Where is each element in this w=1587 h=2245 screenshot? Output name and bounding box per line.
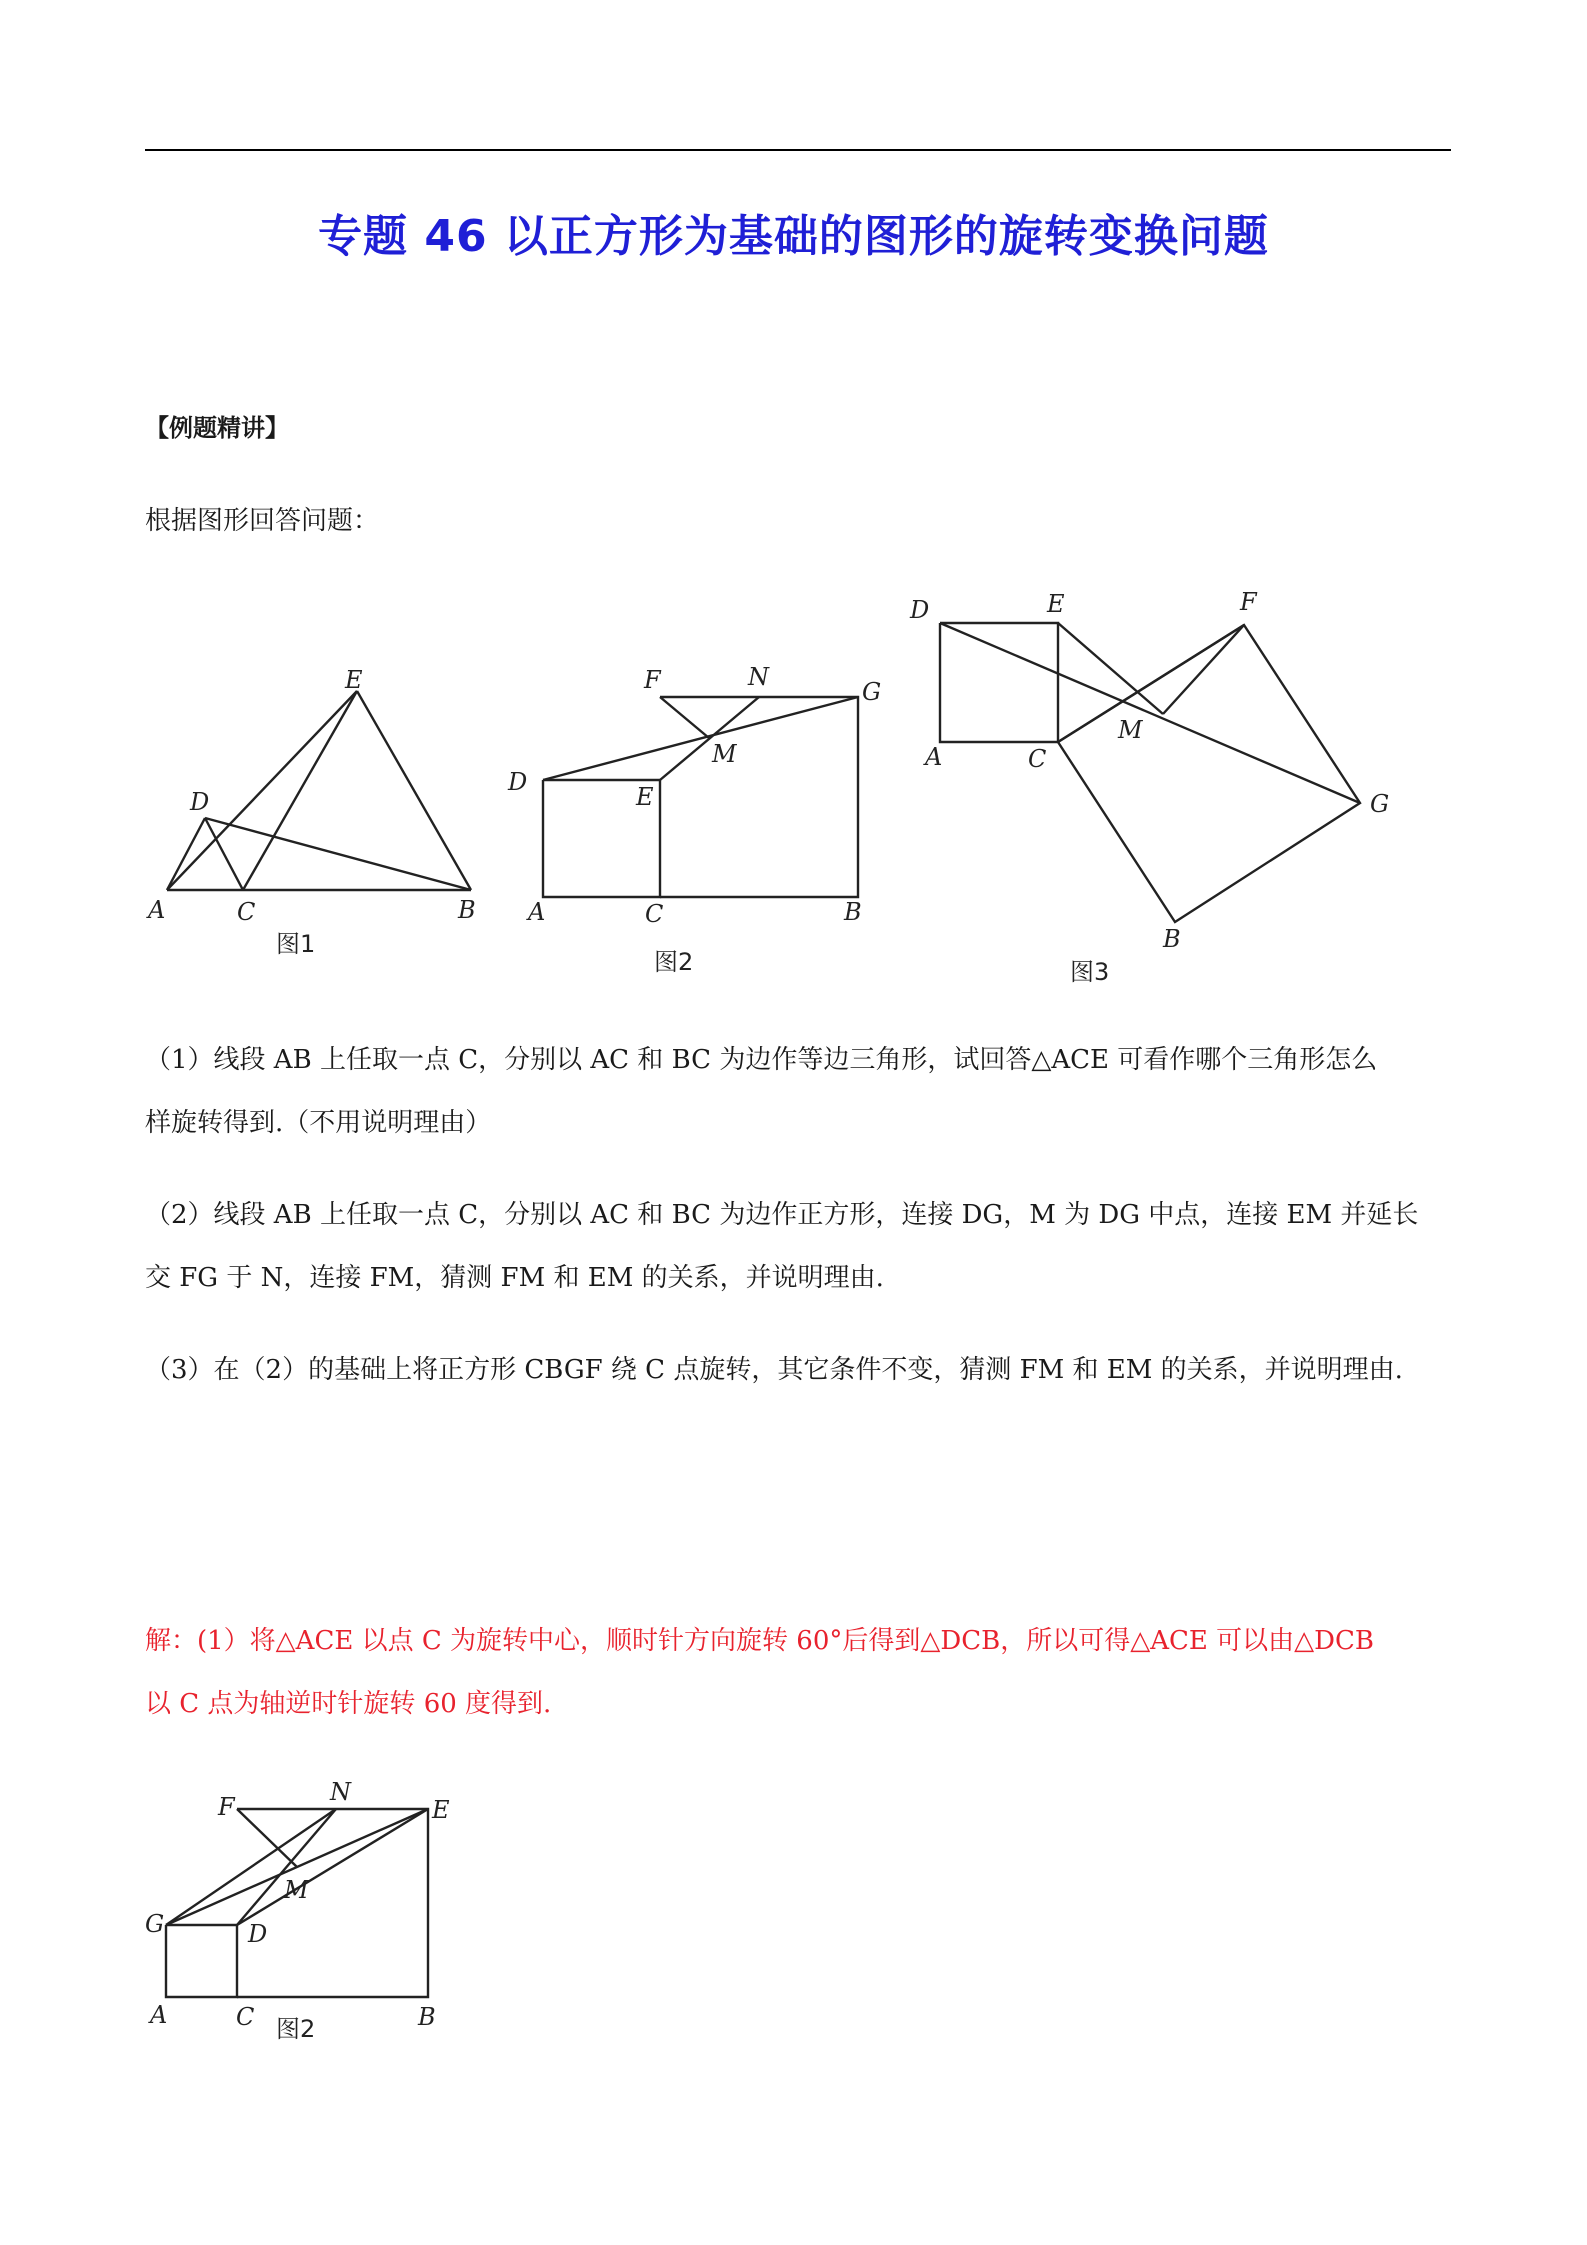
fig2-label-d: D: [508, 768, 528, 796]
fig4-label-m: M: [284, 1876, 309, 1904]
fig3-label-b: B: [1163, 925, 1181, 953]
question-1-line-2: 样旋转得到.（不用说明理由）: [145, 1108, 492, 1138]
fig2-label-g: G: [862, 678, 882, 706]
fig1-label-d: D: [190, 788, 210, 816]
figure-3-lines: [940, 623, 1360, 922]
question-2-line-1: （2）线段 AB 上任取一点 C，分别以 AC 和 BC 为边作正方形，连接 DG，M 为 DG 中点，连接 EM 并延长: [145, 1200, 1419, 1230]
fig1-label-e: E: [345, 666, 363, 694]
fig4-label-c: C: [236, 2003, 255, 2031]
fig2-label-e: E: [636, 783, 654, 811]
fig3-label-f: F: [1240, 588, 1257, 616]
fig3-label-a: A: [925, 743, 943, 771]
fig4-label-d: D: [248, 1920, 268, 1948]
solution-line-1: 解：(1）将△ACE 以点 C 为旋转中心，顺时针方向旋转 60°后得到△DCB，所以可得△ACE 可以由△DCB: [145, 1626, 1374, 1656]
question-2-line-2: 交 FG 于 N，连接 FM，猜测 FM 和 EM 的关系，并说明理由.: [145, 1263, 884, 1293]
section-label: 【例题精讲】: [145, 414, 289, 442]
fig2-label-a: A: [528, 898, 546, 926]
question-1-line-1: （1）线段 AB 上任取一点 C，分别以 AC 和 BC 为边作等边三角形，试回答△ACE 可看作哪个三角形怎么: [145, 1045, 1378, 1075]
fig4-caption: 图2: [276, 2015, 316, 2043]
solution-line-2: 以 C 点为轴逆时针旋转 60 度得到.: [145, 1689, 552, 1719]
fig1-label-c: C: [237, 898, 256, 926]
fig1-label-b: B: [458, 896, 476, 924]
fig4-label-b: B: [418, 2003, 436, 2031]
fig4-label-f: F: [218, 1793, 235, 1821]
fig3-label-g: G: [1370, 790, 1390, 818]
fig4-label-e: E: [432, 1796, 450, 1824]
intro-text: 根据图形回答问题：: [145, 506, 380, 536]
fig4-label-n: N: [330, 1778, 351, 1806]
fig4-label-g: G: [145, 1910, 165, 1938]
fig2-label-m: M: [712, 740, 737, 768]
fig1-caption: 图1: [276, 930, 316, 958]
fig4-label-a: A: [150, 2001, 168, 2029]
fig3-label-m: M: [1118, 716, 1143, 744]
question-3-line-1: （3）在（2）的基础上将正方形 CBGF 绕 C 点旋转，其它条件不变，猜测 FM 和 EM 的关系，并说明理由.: [145, 1355, 1403, 1385]
fig3-caption: 图3: [1070, 958, 1110, 986]
fig2-label-c: C: [645, 900, 664, 928]
fig2-caption: 图2: [654, 948, 694, 976]
fig2-label-n: N: [748, 663, 769, 691]
fig1-label-a: A: [148, 896, 166, 924]
figure-2-lines: [543, 697, 858, 897]
fig2-label-f: F: [644, 666, 661, 694]
fig3-label-d: D: [910, 596, 930, 624]
page-title: 专题 46 以正方形为基础的图形的旋转变换问题: [318, 211, 1269, 262]
fig2-label-b: B: [844, 898, 862, 926]
figure-1-lines: [167, 691, 471, 890]
fig3-label-c: C: [1028, 745, 1047, 773]
fig3-label-e: E: [1047, 590, 1065, 618]
